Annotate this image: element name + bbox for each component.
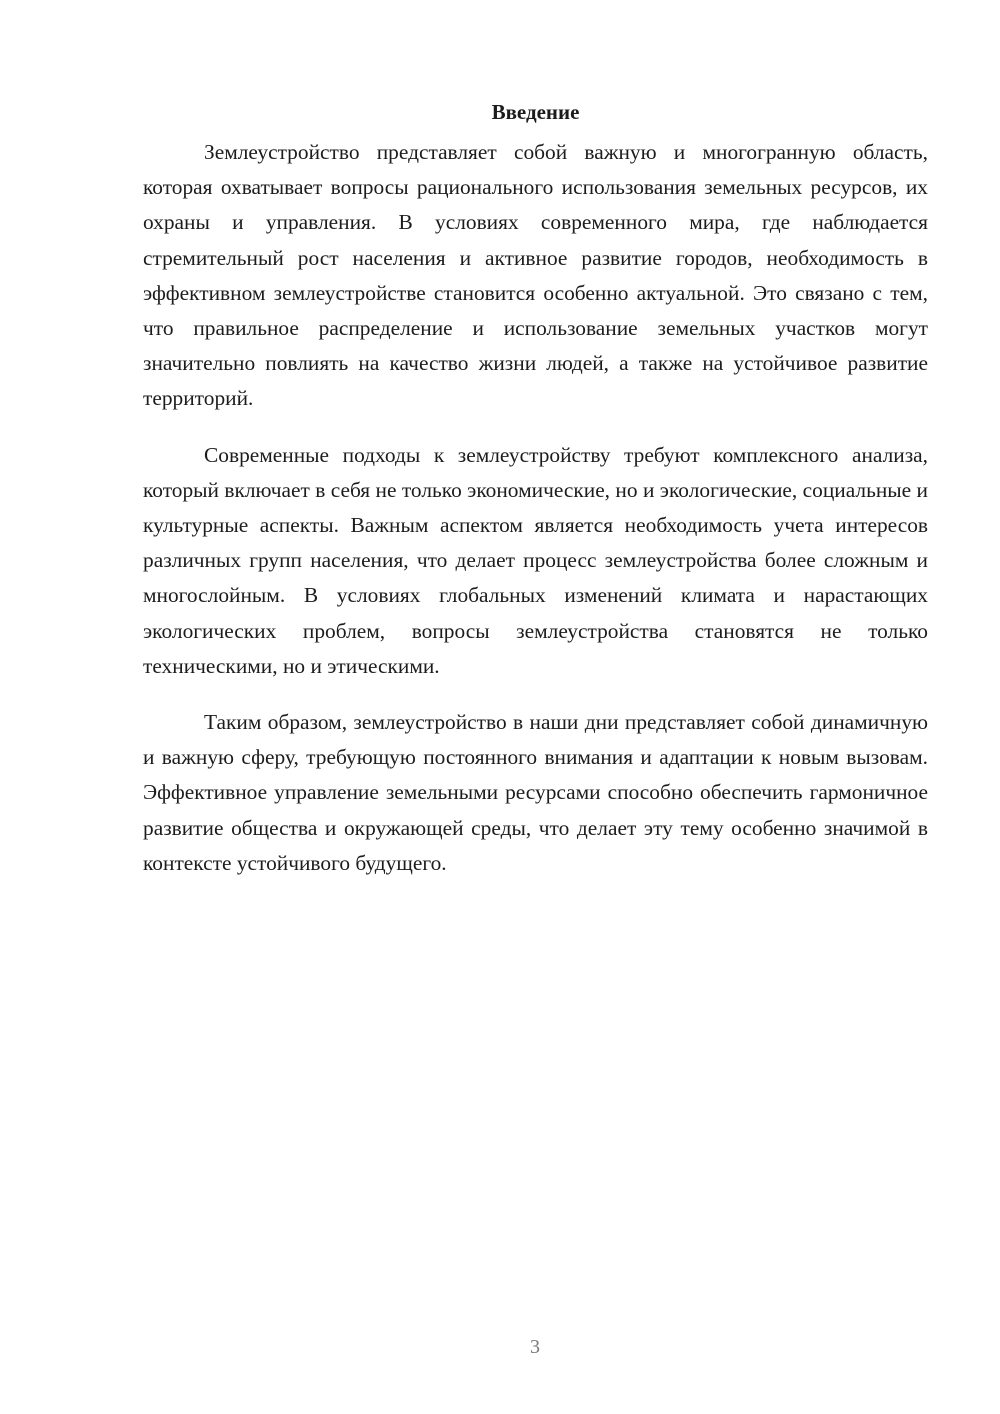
page-number: 3 <box>530 1336 540 1358</box>
section-heading: Введение <box>491 100 580 124</box>
page-content <box>143 96 928 902</box>
paragraph-2: Современные подходы к землеустройству требуют комплексного анализа, который включает в себя не только экономические, но и экологические, социальные и культурные аспекты. Важным аспектом является необходимость учета интересов различных групп населения, что делает процесс землеустройства более сложным и многослойным. В условиях глобальных изменений климата и нарастающих экологических проблем, вопросы землеустройства становятся не только техническими, но и этическими. <box>143 442 928 678</box>
paragraph-1: Землеустройство представляет собой важную и многогранную область, которая охватывает вопросы рационального использования земельных ресурсов, их охраны и управления. В условиях современного мира, где наблюдается стремительный рост населения и активное развитие городов, необходимость в эффективном землеустройстве становится особенно актуальной. Это связано с тем, что правильное распределение и использование земельных участков могут значительно повлиять на качество жизни людей, а также на устойчивое развитие территорий. <box>143 140 928 411</box>
paragraph-3: Таким образом, землеустройство в наши дни представляет собой динамичную и важную сферу, требующую постоянного внимания и адаптации к новым вызовам. Эффективное управление земельными ресурсами способно обеспечить гармоничное развитие общества и окружающей среды, что делает эту тему особенно значимой в контексте устойчивого будущего. <box>143 710 928 875</box>
